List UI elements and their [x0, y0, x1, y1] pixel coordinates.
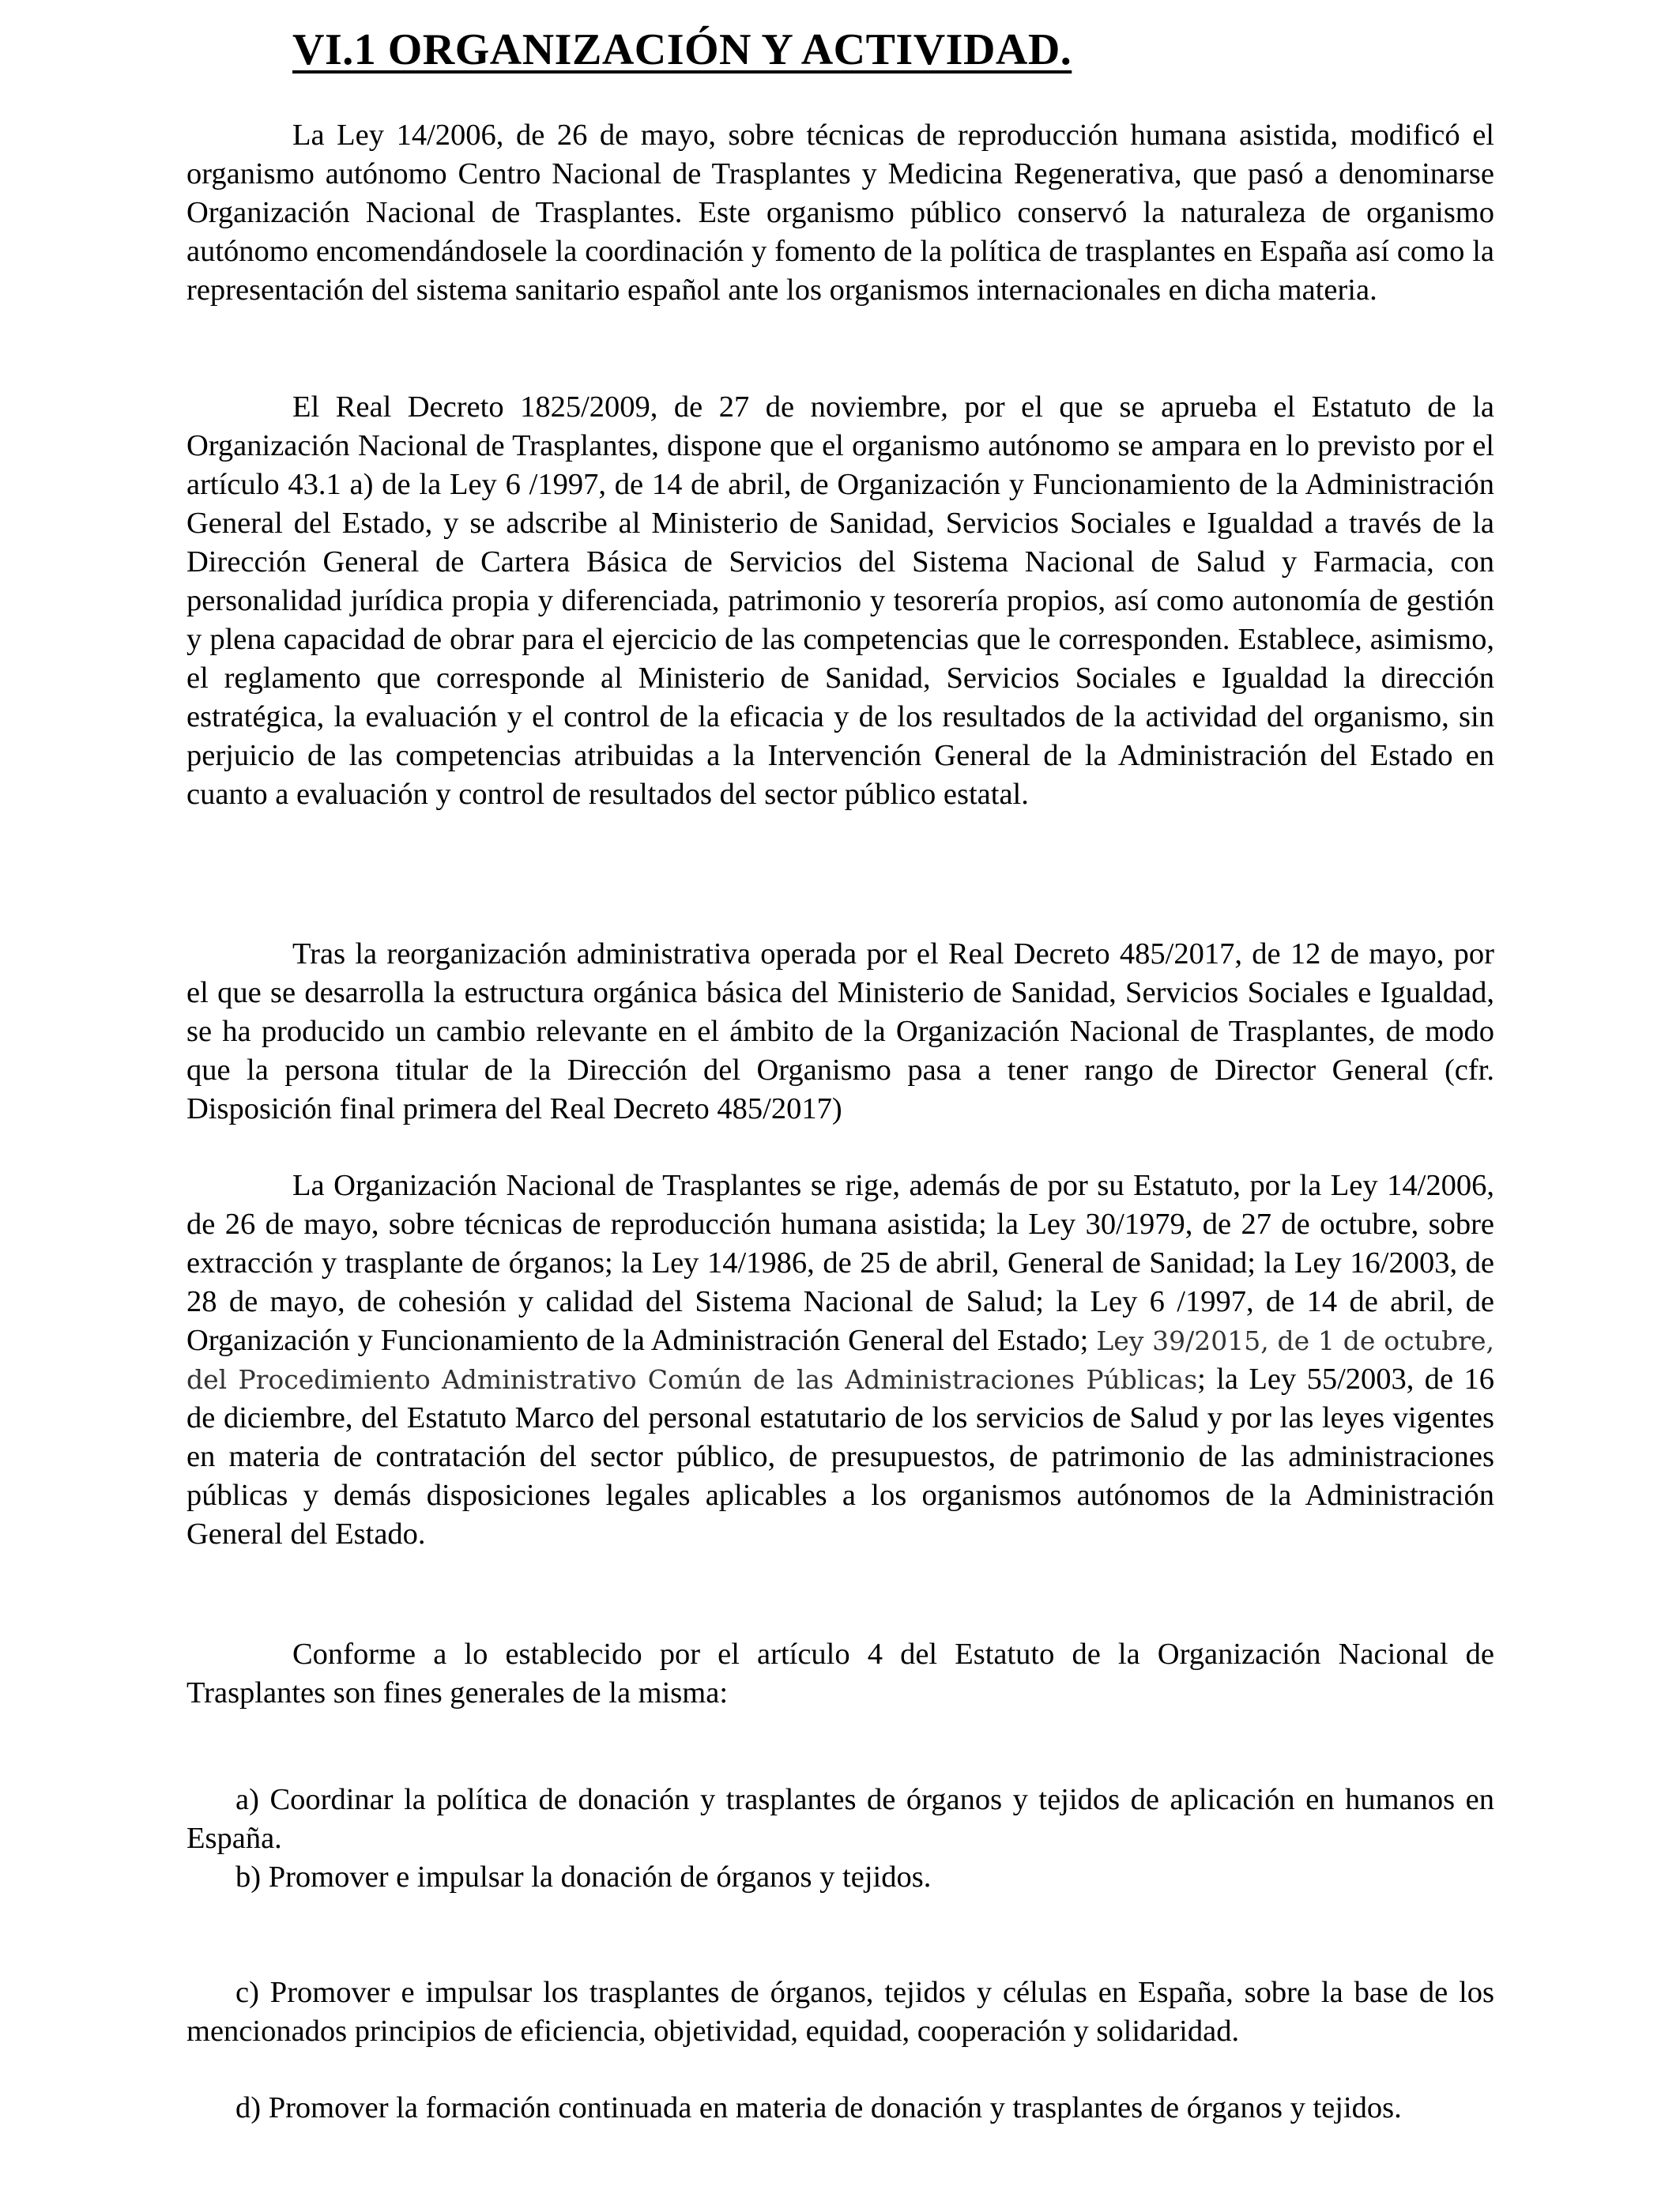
list-item: b) Promover e impulsar la donación de órganos y tejidos.: [235, 1860, 932, 1894]
section-title: VI.1 ORGANIZACIÓN Y ACTIVIDAD.: [292, 25, 1072, 74]
list-item: d) Promover la formación continuada en materia de donación y trasplantes de órganos y tejidos.: [235, 2091, 1402, 2124]
paragraph: [186, 1167, 1494, 1554]
paragraph: El Real Decreto 1825/2009, de 27 de noviembre, por el que se aprueba el Estatuto de la Organización Nacional de Trasplantes, dispone que el organismo autónomo se ampara en lo previsto por el artículo 43.1 a) de la Ley 6 /1997, de 14 de abril, de Organización y Funcionamiento de la Administración General del Estado, y se adscribe al Ministerio de Sanidad, Servicios Sociales e Igualdad a través de la Dirección General de Cartera Básica de Servicios del Sistema Nacional de Salud y Farmacia, con personalidad jurídica propia y diferenciada, patrimonio y tesorería propios, así como autonomía de gestión y plena capacidad de obrar para el ejercicio de las competencias que le corresponden. Establece, asimismo, el reglamento que corresponde al Ministerio de Sanidad, Servicios Sociales e Igualdad la dirección estratégica, la evaluación y el control de la eficacia y de los resultados de la actividad del organismo, sin perjuicio de las competencias atribuidas a la Intervención General de la Administración del Estado en cuanto a evaluación y control de resultados del sector público estatal.: [186, 390, 1494, 811]
paragraph: La Ley 14/2006, de 26 de mayo, sobre técnicas de reproducción humana asistida, modificó el organismo autónomo Centro Nacional de Trasplantes y Medicina Regenerativa, que pasó a denominarse Organización Nacional de Trasplantes. Este organismo público conservó la naturaleza de organismo autónomo encomendándosele la coordinación y fomento de la política de trasplantes en España así como la representación del sistema sanitario español ante los organismos internacionales en dicha materia.: [186, 119, 1494, 307]
list-item: a) Coordinar la política de donación y trasplantes de órganos y tejidos de aplicación en humanos en España.: [186, 1783, 1494, 1855]
paragraph-text: ; la Ley 55/2003, de 16 de diciembre, del Estatuto Marco del personal estatutario de los servicios de Salud y por las leyes vigentes en materia de contratación del sector público, de presupuestos, de patrimonio de las administraciones públicas y demás disposiciones legales aplicables a los organismos autónomos de la Administración General del Estado.: [186, 1363, 1494, 1551]
paragraph-text: La Organización Nacional de Trasplantes se rige, además de por su Estatuto, por la Ley 14/2006, de 26 de mayo, sobre técnicas de reproducción humana asistida; la Ley 30/1979, de 27 de octubre, sobre extracción y trasplante de órganos; la Ley 14/1986, de 25 de abril, General de Sanidad; la Ley 16/2003, de 28 de mayo, de cohesión y calidad del Sistema Nacional de Salud; la Ley 6 /1997, de 14 de abril, de Organización y Funcionamiento de la Administración General del Estado;: [186, 1169, 1494, 1357]
law-reference-text: Ley 39/2015, de 1 de octubre, del Procedimiento Administrativo Común de las Administraciones Públicas: [186, 1325, 1494, 1395]
paragraph: Conforme a lo establecido por el artículo 4 del Estatuto de la Organización Nacional de Trasplantes son fines generales de la misma:: [186, 1638, 1494, 1710]
paragraph: Tras la reorganización administrativa operada por el Real Decreto 485/2017, de 12 de mayo, por el que se desarrolla la estructura orgánica básica del Ministerio de Sanidad, Servicios Sociales e Igualdad, se ha producido un cambio relevante en el ámbito de la Organización Nacional de Trasplantes, de modo que la persona titular de la Dirección del Organismo pasa a tener rango de Director General (cfr. Disposición final primera del Real Decreto 485/2017): [186, 937, 1494, 1125]
list-item: c) Promover e impulsar los trasplantes de órganos, tejidos y células en España, sobre la base de los mencionados principios de eficiencia, objetividad, equidad, cooperación y solidaridad.: [186, 1976, 1494, 2048]
